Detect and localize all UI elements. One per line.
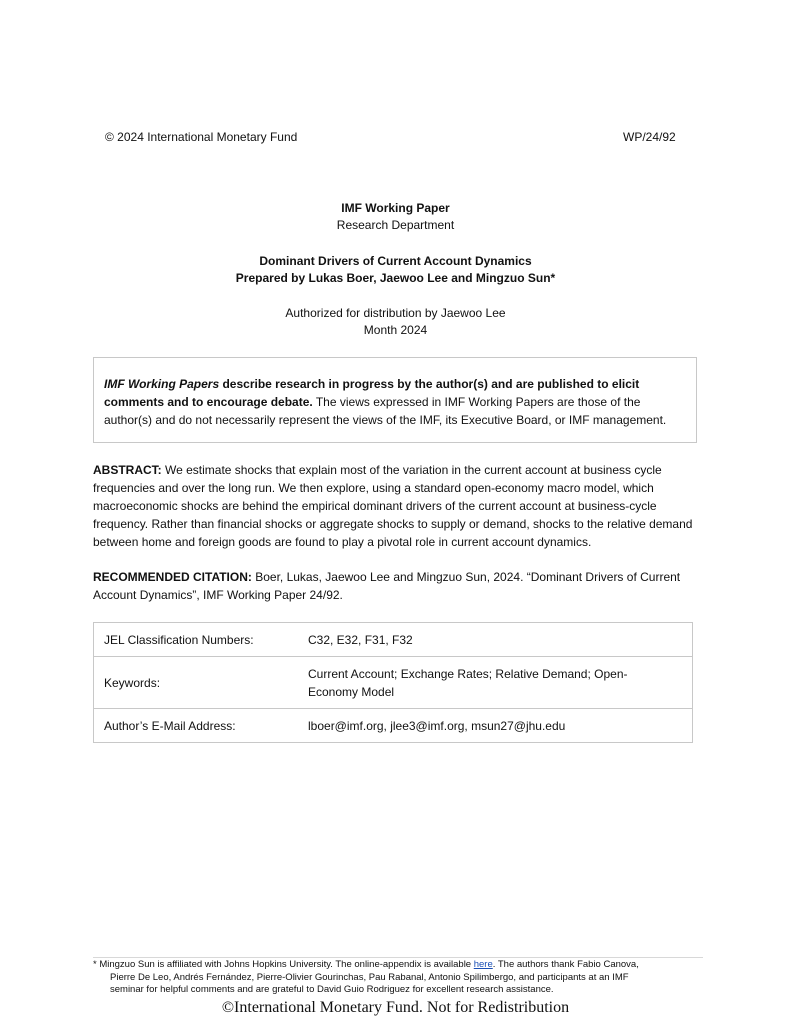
abstract-label: ABSTRACT: — [93, 463, 162, 477]
email-label: Author’s E-Mail Address: — [94, 709, 299, 743]
watermark: ©International Monetary Fund. Not for Redistribution — [221, 999, 570, 1016]
jel-table — [93, 622, 693, 743]
appendix-link[interactable]: here — [473, 959, 493, 970]
publication-date: Month 2024 — [363, 323, 428, 337]
citation-label: RECOMMENDED CITATION: — [93, 570, 252, 584]
table-row — [94, 657, 693, 709]
disclaimer-series: IMF Working Papers — [104, 377, 220, 391]
disclaimer-box — [93, 357, 697, 443]
keywords-label: Keywords: — [94, 657, 299, 709]
authorized-by: Authorized for distribution by Jaewoo Lee — [285, 306, 506, 320]
disclaimer-text: The views expressed in IMF Working Papers are those of the author(s) and do not necessarily represent the views of the IMF, its Executive Board, or IMF management. — [104, 395, 667, 427]
paper-number: WP/24/92 — [623, 130, 676, 144]
footnote-line-3: seminar for helpful comments and are grateful to David Guio Rodriguez for excellent research assistance. — [110, 984, 554, 995]
series-title: IMF Working Paper — [341, 201, 450, 215]
email-value: lboer@imf.org, jlee3@imf.org, msun27@jhu.edu — [298, 709, 693, 743]
footnote-line-2: Pierre De Leo, Andrés Fernández, Pierre-Olivier Gourinchas, Pau Rabanal, Antonio Spilimbergo, and participants at an IMF — [110, 971, 629, 983]
abstract — [93, 461, 703, 551]
paper-title: Dominant Drivers of Current Account Dynamics — [259, 254, 532, 268]
disclaimer-lead: describe research in progress by the author(s) and are published to elicit comments and to encourage debate. — [104, 377, 640, 409]
copyright-notice: © 2024 International Monetary Fund — [105, 130, 298, 144]
abstract-text: We estimate shocks that explain most of the variation in the current account at business cycle frequencies and over the long run. We then explore, using a standard open-economy macro model, which macroeconomic shocks are behind the empirical dominant drivers of the current account at business-cycle frequency. Rather than financial shocks or aggregate shocks to supply or demand, shocks to the relative demand between home and foreign goods are found to play a pivotal role in current account dynamics. — [93, 463, 693, 549]
keywords-value: Current Account; Exchange Rates; Relative Demand; Open-Economy Model — [298, 657, 693, 709]
table-row — [94, 709, 693, 743]
recommended-citation — [93, 568, 703, 604]
table-row — [94, 623, 693, 657]
jel-value: C32, E32, F31, F32 — [298, 623, 693, 657]
footnote — [93, 959, 703, 997]
department: Research Department — [336, 218, 455, 232]
footnote-text: * Mingzuo Sun is affiliated with Johns Hopkins University. The online-appendix is available — [93, 959, 474, 970]
jel-label: JEL Classification Numbers: — [94, 623, 299, 657]
footnote-text: . The authors thank Fabio Canova, — [492, 959, 639, 970]
footnote-line-1 — [93, 959, 703, 972]
citation-text: Boer, Lukas, Jaewoo Lee and Mingzuo Sun, 2024. “Dominant Drivers of Current Account Dynamics”, IMF Working Paper 24/92. — [93, 570, 681, 602]
footnote-divider — [93, 957, 703, 958]
prepared-by: Prepared by Lukas Boer, Jaewoo Lee and Mingzuo Sun* — [235, 271, 556, 285]
